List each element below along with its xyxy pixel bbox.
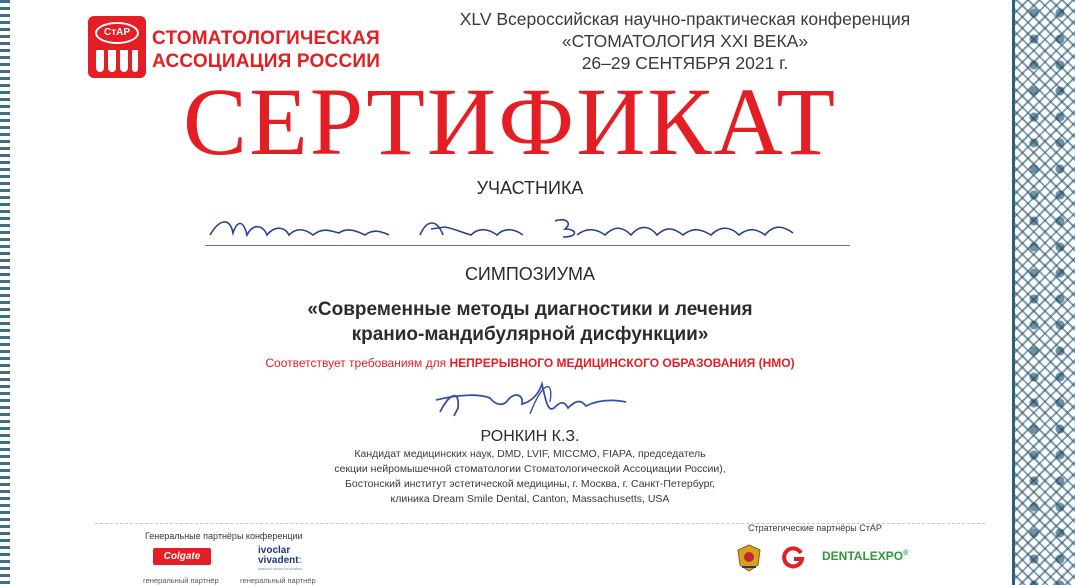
signatory-credentials: Кандидат медицинских наук, DMD, LVIF, MICCMO, FIAPA, председатель секции нейромышечной стоматологии Стоматологической Ассоциации России), Бостонский институт эстетической медицины, г. Москва, г. Санкт-Петербург, клиника Dream Smile Dental, Canton, Massachusetts, USA <box>334 448 726 505</box>
strategic-partners-label: Стратегические партнёры СтАР <box>748 523 882 533</box>
participant-name-handwritten <box>205 213 850 246</box>
star-logo-icon <box>88 16 146 78</box>
signatory-name: РОНКИН К.З. <box>480 428 580 445</box>
colgate-logo: Colgate <box>153 548 211 565</box>
dentalexpo-logo: DENTALEXPO® <box>822 549 909 563</box>
signature-image <box>430 372 630 428</box>
logo-mark-text: СтАР <box>95 22 139 44</box>
symposium-label: СИМПОЗИУМА <box>464 264 596 284</box>
handwriting-name-icon <box>205 213 850 245</box>
nmo-compliance-note: Соответствует требованиям для НЕПРЕРЫВНОГО МЕДИЦИНСКОГО ОБРАЗОВАНИЯ (НМО) <box>265 356 795 370</box>
participant-label: УЧАСТНИКА <box>476 178 584 198</box>
conference-dates: 26–29 СЕНТЯБРЯ 2021 г. <box>581 53 789 73</box>
general-partner-caption-2: генеральный партнёр <box>240 576 316 585</box>
emblem-crest-icon <box>736 543 762 573</box>
organization-name: СТОМАТОЛОГИЧЕСКАЯ АССОЦИАЦИЯ РОССИИ <box>152 28 381 72</box>
right-ornamental-border <box>1012 0 1075 585</box>
conference-title: XLV Всероссийская научно-практическая конференция <box>459 9 911 29</box>
left-ornamental-border <box>0 0 10 585</box>
certificate-title: СЕРТИФИКАТ <box>183 68 837 175</box>
signature-icon <box>430 372 630 428</box>
symposium-topic: «Современные методы диагностики и лечения кранио-мандибулярной дисфункции» <box>307 299 753 345</box>
ivoclar-vivadent-logo: ivoclar vivadent: passion vision innovation <box>258 545 303 571</box>
general-partner-caption: генеральный партнёр <box>143 576 219 585</box>
g-partner-logo-icon <box>781 545 805 569</box>
conference-header <box>405 8 965 74</box>
conference-theme: «СТОМАТОЛОГИЯ XXI ВЕКА» <box>561 31 809 51</box>
general-partners-label: Генеральные партнёры конференции <box>145 531 303 541</box>
